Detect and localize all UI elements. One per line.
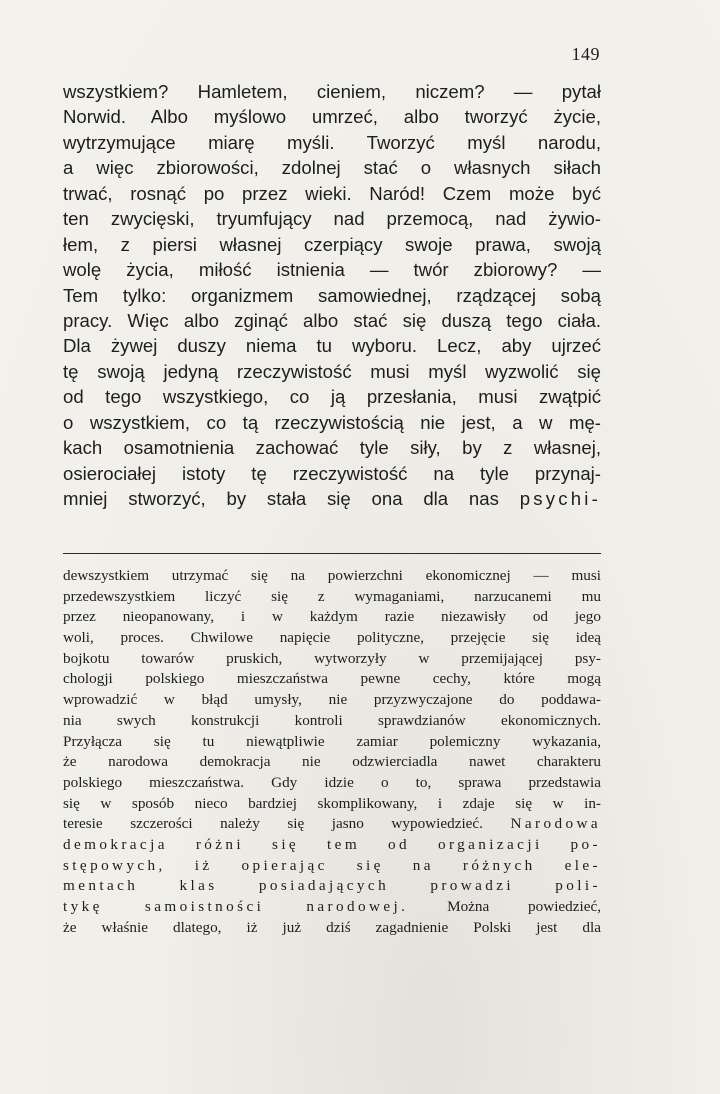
text-run: przez nieopanowany, i w każdym razie niezawisły od jego (63, 608, 601, 626)
text-run: że właśnie dlatego, iż już dziś zagadnienie Polski jest dla (63, 918, 601, 936)
footnote-line (63, 918, 601, 939)
spaced-emphasis-text: Narodowa (510, 815, 601, 833)
footnote-line (63, 814, 601, 835)
main-text-line (63, 461, 601, 486)
footnote-line (63, 856, 601, 877)
text-run: Można powiedzieć, (408, 898, 601, 915)
text-run: trwać, rosnąć po przez wieki. Naród! Czem może być (63, 182, 601, 204)
text-run: wszystkiem? Hamletem, cieniem, niczem? — pytał (63, 81, 601, 102)
main-text-line (63, 283, 601, 308)
text-run: osierociałej istoty tę rzeczywistość na tyle przynaj- (63, 462, 601, 484)
footnote-line (63, 690, 601, 711)
footnote-line (63, 669, 601, 690)
text-run: dewszystkiem utrzymać się na powierzchni ekonomicznej — musi (63, 567, 601, 584)
spaced-emphasis-text: stępowych, iż opierając się na różnych ele- (63, 856, 601, 874)
spaced-emphasis-text: mentach klas posiadających prowadzi poli- (63, 877, 601, 895)
text-run: mniej stworzyć, by stała się ona dla nas (63, 488, 520, 509)
footnote-line (63, 587, 601, 608)
main-text-line (63, 104, 601, 129)
text-run: Przyłącza się tu niewątpliwie zamiar polemiczny wykazania, (63, 732, 601, 750)
main-text-line (63, 359, 601, 384)
text-run: Norwid. Albo myślowo umrzeć, albo tworzyć życie, (63, 106, 601, 128)
footnote-line (63, 649, 601, 670)
text-run: woli, proces. Chwilowe napięcie polityczne, przejęcie się ideą (63, 629, 601, 647)
page-number: 149 (571, 44, 600, 64)
text-run: Tem tylko: organizmem samowiednej, rządzącej sobą (63, 284, 601, 306)
text-run: chologji polskiego mieszczaństwa pewne cechy, które mogą (63, 670, 601, 688)
text-run: wprowadzić w błąd umysły, nie przyzwyczajone do poddawa- (63, 691, 601, 709)
footnote-line (63, 607, 601, 628)
text-run: wytrzymujące miarę myśli. Tworzyć myśl narodu, (63, 131, 601, 153)
text-run: ten zwycięski, tryumfujący nad przemocą, nad żywio- (63, 208, 601, 230)
footnote-line (63, 897, 601, 918)
footnote-line (63, 835, 601, 856)
footnote-line (63, 752, 601, 773)
text-run: że narodowa demokracja nie odzwierciadla nawet charakteru (63, 753, 601, 771)
footnote-divider (63, 553, 601, 554)
footnote-block (63, 566, 601, 938)
text-run: Dla żywej duszy niema tu wyboru. Lecz, aby ujrzeć (63, 335, 601, 357)
main-text-line (63, 333, 601, 358)
text-run: polskiego mieszczaństwa. Gdy idzie o to, sprawa przedstawia (63, 773, 601, 791)
text-run: się w sposób nieco bardziej skomplikowany, i zdaje się w in- (63, 794, 601, 812)
text-run: bojkotu towarów pruskich, wytworzyły w przemijającej psy- (63, 649, 601, 667)
text-run: teresie szczerości należy się jasno wypowiedzieć. (63, 815, 511, 833)
main-text-line (63, 257, 601, 282)
footnote-line (63, 628, 601, 649)
footnote-line (63, 794, 601, 815)
text-run: wolę życia, miłość istnienia — twór zbiorowy? — (63, 259, 601, 281)
text-run: a więc zbiorowości, zdolnej stać o własnych siłach (63, 157, 601, 179)
footnote-line (63, 876, 601, 897)
main-text-line (63, 435, 601, 460)
main-text-line (63, 181, 601, 206)
main-text-line (63, 155, 601, 180)
footnote-line (63, 711, 601, 732)
spaced-emphasis-text: psychi- (519, 488, 601, 509)
footnote-line (63, 773, 601, 794)
main-text-line (63, 232, 601, 257)
footnote-line (63, 566, 601, 587)
spaced-emphasis-text: tykę samoistności narodowej. (63, 898, 409, 915)
main-text-line (63, 410, 601, 435)
main-text-line (63, 206, 601, 231)
main-text-line (63, 79, 601, 104)
main-text-line (63, 130, 601, 155)
main-text-line (63, 384, 601, 409)
text-run: przedewszystkiem liczyć się z wymaganiami, narzucanemi mu (63, 587, 601, 605)
main-text-line (63, 308, 601, 333)
text-run: nia swych konstrukcji kontroli sprawdzianów ekonomicznych. (63, 711, 601, 729)
main-text-line (63, 486, 601, 511)
text-run: kach osamotnienia zachować tyle siły, by z własnej, (63, 437, 601, 459)
spaced-emphasis-text: demokracja różni się tem od organizacji po- (63, 835, 601, 853)
text-run: pracy. Więc albo zginąć albo stać się duszą tego ciała. (63, 309, 601, 331)
text-run: o wszystkiem, co tą rzeczywistością nie jest, a w mę- (63, 411, 601, 433)
text-run: łem, z piersi własnej czerpiący swoje prawa, swoją (63, 233, 601, 255)
main-text-block (63, 79, 601, 511)
text-run: tę swoją jedyną rzeczywistość musi myśl wyzwolić się (63, 360, 601, 382)
footnote-line (63, 732, 601, 753)
text-run: od tego wszystkiego, co ją przesłania, musi zwątpić (63, 386, 601, 408)
